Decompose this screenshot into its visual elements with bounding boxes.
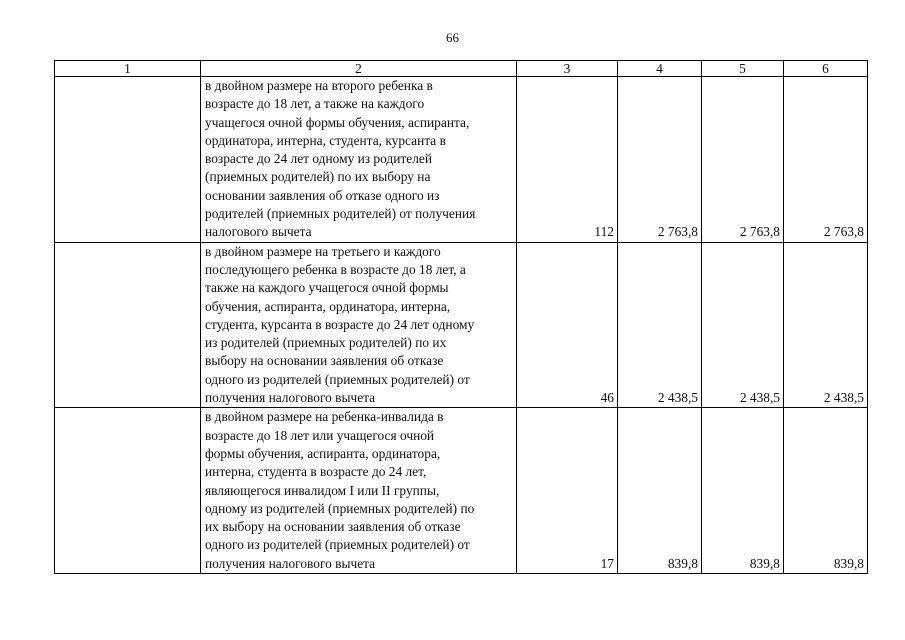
row-col-6: 2 438,5	[784, 242, 868, 408]
description-line: выбору на основании заявления об отказе	[205, 353, 444, 369]
description-line: (приемных родителей) по их выбору на	[205, 169, 431, 185]
description-line: также на каждого учащегося очной формы	[205, 280, 449, 296]
description-line: учащегося очной формы обучения, аспиранта,	[205, 114, 470, 130]
description-line: одного из родителей (приемных родителей) от	[205, 371, 470, 387]
page-number: 66	[446, 30, 459, 45]
description-line: родителей (приемных родителей) от получения	[205, 206, 476, 222]
description-line: их выбору на основании заявления об отказе	[205, 519, 461, 535]
description-line: одному из родителей (приемных родителей) по	[205, 500, 475, 516]
row-description	[201, 77, 517, 243]
row-col-4: 839,8	[618, 408, 702, 574]
table-row	[55, 242, 868, 408]
row-col-1	[55, 408, 201, 574]
budget-table	[54, 60, 868, 574]
description-line: получения налогового вычета	[205, 555, 376, 571]
description-line: интерна, студента в возрасте до 24 лет,	[205, 464, 427, 480]
description-line: ординатора, интерна, студента, курсанта в	[205, 132, 446, 148]
description-line: в двойном размере на третьего и каждого	[205, 243, 441, 259]
description-line: возрасте до 18 лет или учащегося очной	[205, 427, 435, 443]
row-col-6: 2 763,8	[784, 77, 868, 243]
description-line: являющегося инвалидом I или II группы,	[205, 482, 440, 498]
description-line: из родителей (приемных родителей) по их	[205, 335, 447, 351]
header-col-5: 5	[702, 61, 784, 77]
row-col-5: 2 763,8	[702, 77, 784, 243]
row-col-3: 46	[517, 242, 618, 408]
header-col-6: 6	[784, 61, 868, 77]
table-row	[55, 77, 868, 243]
description-line: обучения, аспиранта, ординатора, интерна,	[205, 298, 451, 314]
row-col-4: 2 438,5	[618, 242, 702, 408]
header-col-2: 2	[201, 61, 517, 77]
row-col-3: 112	[517, 77, 618, 243]
description-line: получения налогового вычета	[205, 390, 376, 406]
row-col-4: 2 763,8	[618, 77, 702, 243]
row-col-6: 839,8	[784, 408, 868, 574]
row-col-3: 17	[517, 408, 618, 574]
row-col-1	[55, 242, 201, 408]
description-line: в двойном размере на ребенка-инвалида в	[205, 409, 444, 425]
description-line: формы обучения, аспиранта, ординатора,	[205, 445, 441, 461]
row-col-5: 839,8	[702, 408, 784, 574]
description-line: одного из родителей (приемных родителей) от	[205, 537, 470, 553]
row-description	[201, 242, 517, 408]
row-col-5: 2 438,5	[702, 242, 784, 408]
table-row	[55, 408, 868, 574]
description-line: студента, курсанта в возрасте до 24 лет одному	[205, 316, 475, 332]
header-col-1: 1	[55, 61, 201, 77]
header-row	[55, 61, 868, 77]
description-line: налогового вычета	[205, 224, 312, 240]
description-line: возрасте до 18 лет, а также на каждого	[205, 96, 425, 112]
description-line: возрасте до 24 лет одному из родителей	[205, 151, 432, 167]
description-line: основании заявления об отказе одного из	[205, 187, 440, 203]
row-col-1	[55, 77, 201, 243]
header-col-3: 3	[517, 61, 618, 77]
header-col-4: 4	[618, 61, 702, 77]
description-line: последующего ребенка в возрасте до 18 лет, а	[205, 261, 466, 277]
row-description	[201, 408, 517, 574]
description-line: в двойном размере на второго ребенка в	[205, 78, 433, 93]
